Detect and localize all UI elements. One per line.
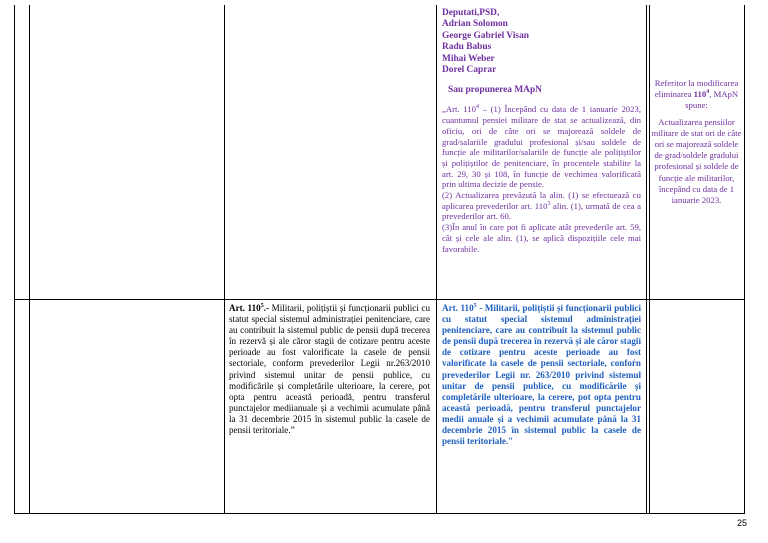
proposed-law-text: - Militarii, polițiștii și funcționarii publici cu statut special sistemul administrației penitenciare, care au contribuit la sistemul public de pensii după trecerea în rezervă și ale căror stagii de cotizare pentru aceste perioade au fost valorificate la casele de pensii sectoriale, confoŕn prevederilor Legii nr. 263/2010 privind sistemul unitar de pensii publice, cu modificările și completările ulterioare, la cerere, pot opta pentru această perioadă, pentru transferul punctajelor medii anuale și a vechimii acumulate până la 31 decembrie 2015 în sistemul public la casele de pensii teritoriale.": [442, 303, 641, 447]
table-border-left: [14, 5, 15, 514]
mapn-proposal-text: [442, 104, 641, 254]
existing-law-text: Militarii, polițiștii și funcționarii publici cu statut special sistemul administrației penitenciare, care au contribuit la sistemul public de pensii după trecerea în rezervă și ale căror stagii de cotizare pentru aceste perioade au fost valorificate la casele de pensii sectoriale, conform prevederilor Legii nr.263/2010 privind sistemul unitar de pensii publice, cu modificările și completările ulterioare, la cerere, pot opta pentru această perioadă, pentru transferul punctajelor mediianuale și a vechimii acumulate până la 31 decembrie 2015 în sistemul public la casele de pensii teritoriale.”: [229, 303, 430, 436]
page-number: 25: [737, 518, 748, 528]
proposer-name: Radu Babus: [442, 42, 492, 53]
column-divider-1: [29, 5, 30, 514]
existing-law-cell: Art. $110^5.-$ Militarii, polițiștii și funcționarii publici cu statut special sistemul administrației penitenciare, care au contribuit la sistemul public de pensii după trecerea în rezervă și ale căror stagii de cotizare pentru aceste perioade au fost valorificate la casele de pensii sectoriale, conform prevederilor Legii nr.263/2010 privind sistemul unitar de pensii publice, cu modificările și completările ulterioare, la cerere, pot opta pentru această perioadă, pentru transferul punctajelor mediianuale și a vechimii acumulate până la 31 decembrie 2015 în sistemul public la casele de pensii teritoriale.”: [229, 302, 430, 436]
proposer-list: [442, 8, 641, 76]
observation-heading: Referitor la modificarea eliminarea $110^4$, MApN spune:: [654, 78, 739, 111]
mapn-paragraph-1: „Art. $110^4 - (1)$ Începând cu data de 1 ianuarie 2023, cuantumul pensiei militare de stat se actualizează, din oficiu, ori de câte ori se majorează soldele de grad/salariile gradului profesional și/sau soldele de funcție ale militarilor/salariile de funcție ale polițiștilor și polițiștilor de penitenciare, în procentele stabilite la art. 29, 30 și 108, în funcție de vechimea valorificată prin ultima decizie de pensie.: [442, 104, 641, 190]
mapn-paragraph-3: (3)În anul în care pot fi aplicate atât prevederile art. 59, cât și cele ale alin. (1), se aplică dispozițiile cele mai favorabile.: [442, 222, 641, 254]
proposer-name: George Gabriel Visan: [442, 30, 529, 41]
proposer-name: Dorel Caprar: [442, 65, 497, 76]
proposed-law-cell: Art. $110^5$ - Militarii, polițiștii și funcționarii publici cu statut special sistemul administrației penitenciare, care au contribuit la sistemul public de pensii după trecerea în rezervă și ale căror stagii de cotizare pentru aceste perioade au fost valorificate la casele de pensii sectoriale, confoŕn prevederilor Legii nr. 263/2010 privind sistemul unitar de pensii publice, cu modificările și completările ulterioare, la cerere, pot opta pentru această perioadă, pentru transferul punctajelor medii anuale și a vechimii acumulate până la 31 decembrie 2015 în sistemul public la casele de pensii teritoriale.": [442, 302, 641, 447]
alternative-proposal-title: Sau propunerea MApN: [448, 85, 542, 96]
proposer-name: Mihai Weber: [442, 53, 495, 64]
amendment-table: [14, 5, 745, 514]
observation-cell: [647, 5, 745, 299]
mapn-paragraph-2: (2) Actualizarea prevăzută la alin. (1) se efectuează cu aplicarea prevederilor art. $110^3$ alin. (1), urmată de cea a prevederilor art. 60.: [442, 190, 641, 222]
observation-body: Actualizarea pensiilor militare de stat ori de câte ori se majorează soldele de grad/soldele gradului profesional și soldele de funcție ale militarilor, începând cu data de 1 ianuarie 2023.: [651, 116, 742, 206]
proposer-name: Adrian Solomon: [442, 19, 508, 30]
proposer-name: Deputati,PSD,: [442, 8, 500, 18]
proposal-cell-top: [436, 5, 646, 299]
